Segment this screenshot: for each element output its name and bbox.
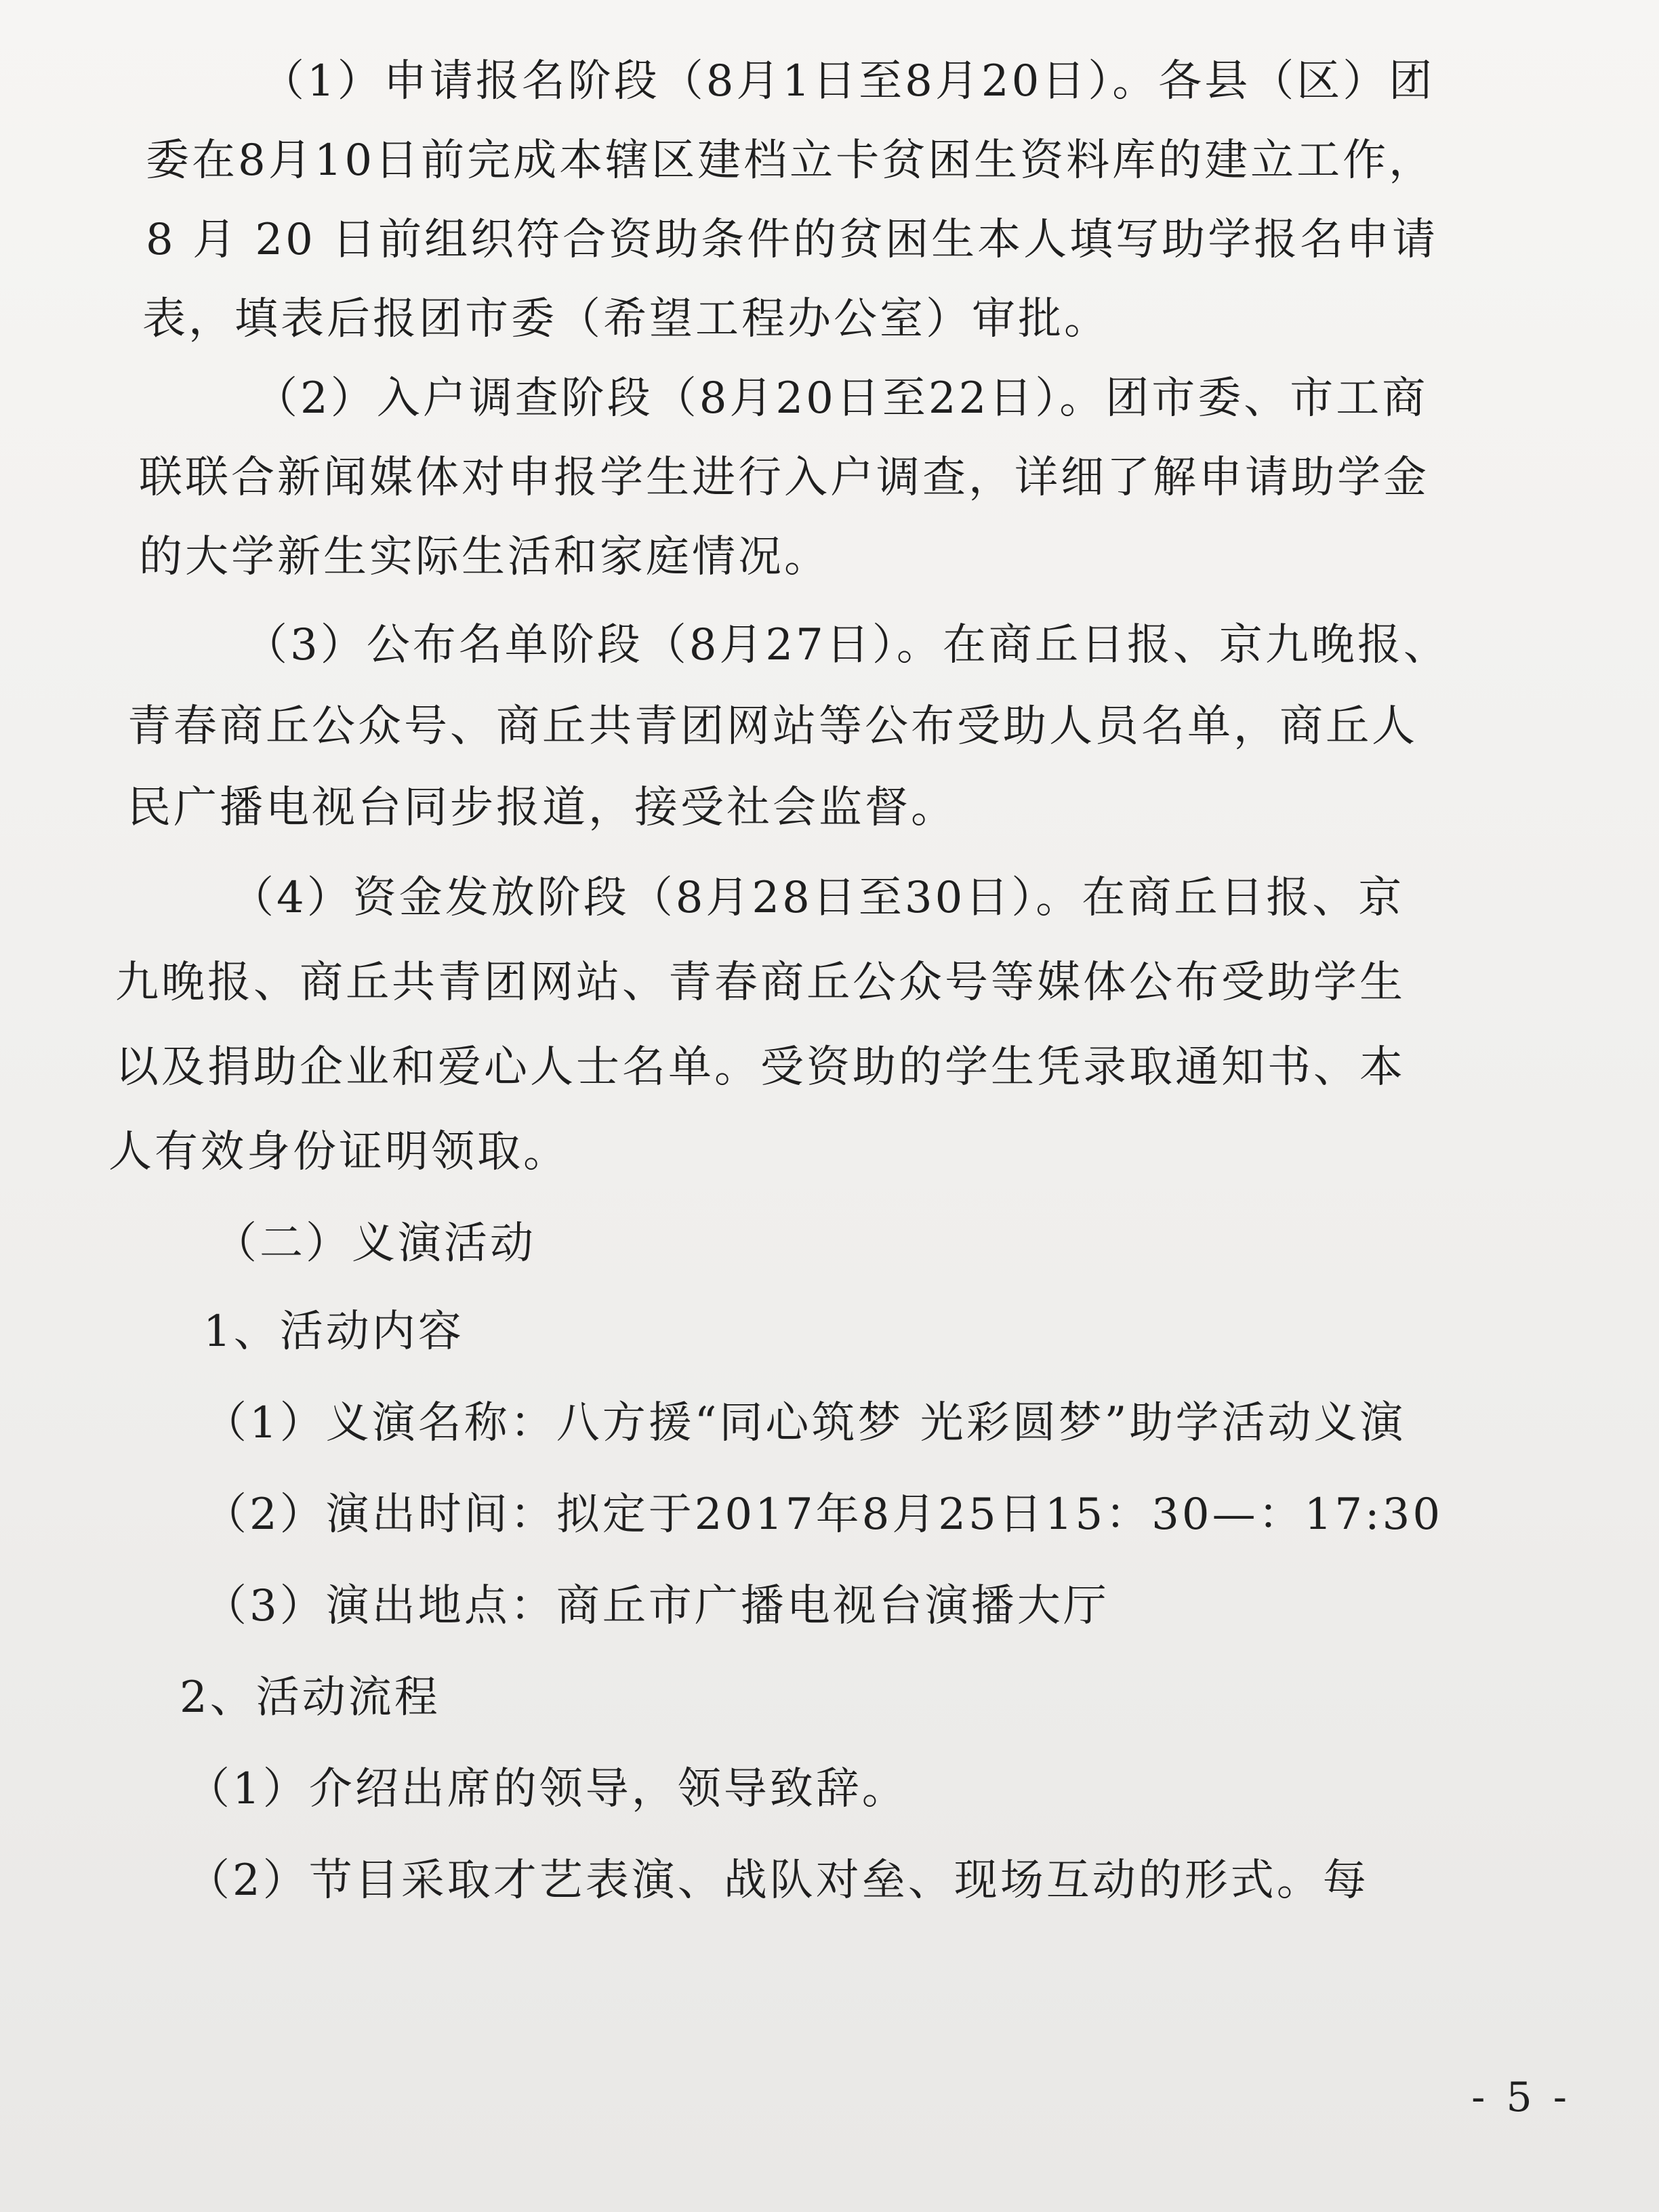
page-number: - 5 - — [1471, 2074, 1571, 2121]
text-line-2: 委在8月10日前完成本辖区建档立卡贫困生资料库的建立工作， — [146, 136, 1435, 186]
text-line-5: （2）入户调查阶段（8月20日至22日）。团市委、市工商 — [254, 373, 1429, 424]
text-line-9: 青春商丘公众号、商丘共青团网站等公布受助人员名单，商丘人 — [127, 701, 1418, 752]
text-line-4: 表，填表后报团市委（希望工程办公室）审批。 — [142, 294, 1110, 344]
text-line-8: （3）公布名单阶段（8月27日）。在商丘日报、京九晚报、 — [244, 620, 1450, 670]
text-line-7: 的大学新生实际生活和家庭情况。 — [139, 532, 830, 582]
text-line-performance-location: （3）演出地点：商丘市广播电视台演播大厅 — [203, 1581, 1109, 1631]
text-line-performance-name: （1）义演名称：八方援“同心筑梦 光彩圆梦”助学活动义演 — [203, 1398, 1406, 1448]
text-line-process-2: （2）节目采取才艺表演、战队对垒、现场互动的形式。每 — [186, 1856, 1369, 1906]
text-line-6: 联联合新闻媒体对申报学生进行入户调查，详细了解申请助学金 — [139, 453, 1429, 503]
subheading-activity-content: 1、活动内容 — [203, 1307, 464, 1357]
text-line-14: 人有效身份证明领取。 — [108, 1127, 569, 1177]
text-line-performance-time: （2）演出时间：拟定于2017年8月25日15：30—：17:30 — [203, 1490, 1443, 1540]
text-line-1: （1）申请报名阶段（8月1日至8月20日）。各县（区）团 — [261, 56, 1435, 106]
text-line-3: 8 月 20 日前组织符合资助条件的贫困生本人填写助学报名申请 — [146, 215, 1439, 265]
text-line-10: 民广播电视台同步报道，接受社会监督。 — [127, 783, 957, 833]
section-heading-benefit-performance: （二）义演活动 — [213, 1218, 536, 1269]
text-line-13: 以及捐助企业和爱心人士名单。受资助的学生凭录取通知书、本 — [115, 1042, 1406, 1092]
text-line-process-1: （1）介绍出席的领导，领导致辞。 — [186, 1764, 908, 1814]
subheading-activity-process: 2、活动流程 — [180, 1673, 441, 1723]
text-line-12: 九晚报、商丘共青团网站、青春商丘公众号等媒体公布受助学生 — [115, 958, 1406, 1008]
text-line-11: （4）资金发放阶段（8月28日至30日）。在商丘日报、京 — [230, 873, 1405, 923]
